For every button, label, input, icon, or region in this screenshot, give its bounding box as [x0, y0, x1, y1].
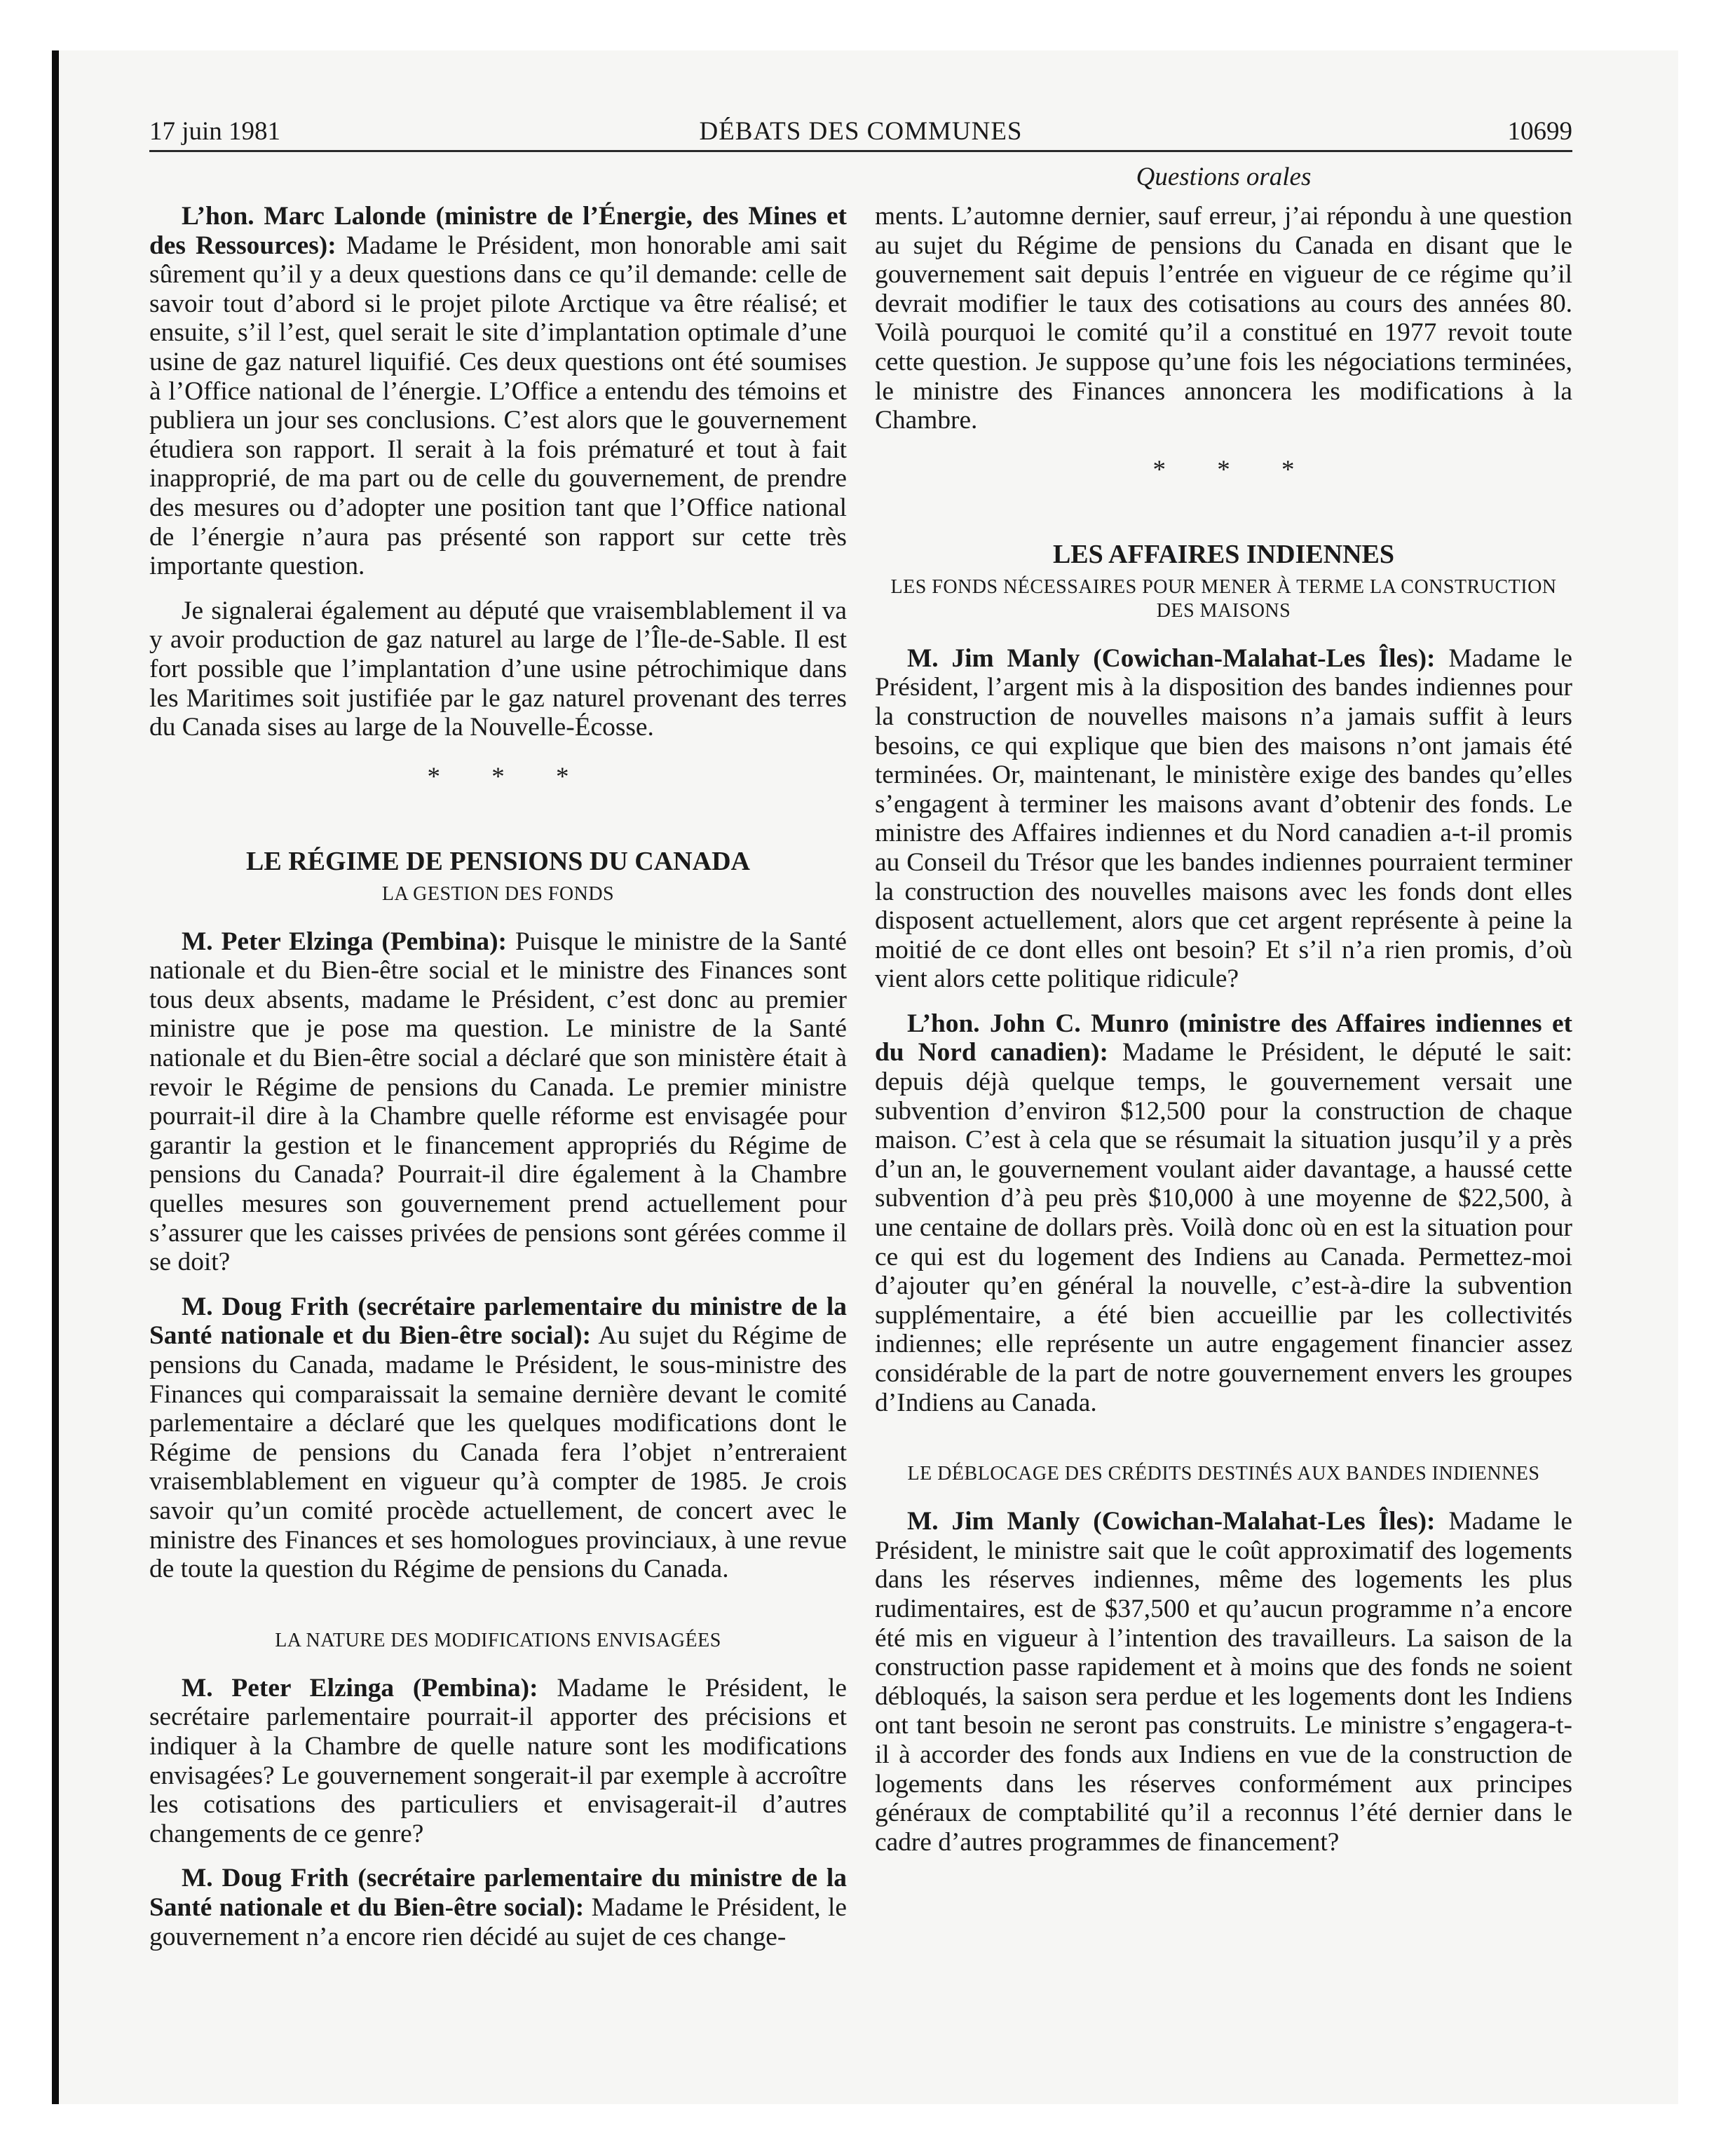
scan-margin-left	[0, 0, 52, 2156]
header-rule	[149, 150, 1572, 152]
speaker-name: M. Peter Elzinga (Pembina):	[182, 927, 507, 956]
section-subheading: LA NATURE DES MODIFICATIONS ENVISAGÉES	[275, 1629, 721, 1651]
section-subheading: LA GESTION DES FONDS	[381, 882, 615, 905]
header-page-number: 10699	[1507, 117, 1572, 146]
speaker-name: L’hon. Marc Lalonde (ministre de l’Énergie, des Mines et des Ressources):	[149, 202, 847, 260]
speech-text: Au sujet du Régime de pensions du Canada, madame le Président, le sous-ministre des Finances qui comparaissait la semaine dernière devant le comité parlementaire a déclaré que les quelques modifications dont le Régime de pensions du Canada fera l’objet n’entreraient vraisemblablement en vigueur qu’à compter de 1985. Je crois savoir qu’un comité procède actuellement, de concert avec le ministre des Finances et ses homologues provinciaux, à une revue de toute la question du Régime de pensions du Canada.	[149, 1321, 847, 1584]
left-column	[149, 202, 847, 1967]
speaker-name: M. Doug Frith (secrétaire parlementaire du ministre de la Santé nationale et du Bien-être social):	[149, 1292, 847, 1351]
speaker-name: M. Doug Frith (secrétaire parlementaire du ministre de la Santé nationale et du Bien-être social):	[149, 1864, 847, 1922]
header-date: 17 juin 1981	[149, 117, 281, 146]
header-title: DÉBATS DES COMMUNES	[699, 117, 1023, 146]
scan-margin-top	[59, 0, 1735, 50]
paragraph	[149, 927, 847, 1277]
speech-text: Madame le Président, le député le sait: depuis déjà quelque temps, le gouvernement versait une subvention d’environ $12,500 pour la construction de chaque maison. C’est à cela que se résumait la situation jusqu’il y a près d’un an, le gouvernement voulant aider davantage, a haussé cette subvention d’à peu près $10,000 à une moyenne de $22,500, à une centaine de dollars près. Voilà donc où en est la situation pour ce qui est du logement des Indiens au Canada. Permettez-moi d’ajouter qu’en général la nouvelle, c’est-à-dire la subvention supplémentaire, a été bien accueillie par les collectivités indiennes; elle représente un autre engagement financier assez considérable de la part de notre gouvernement envers les groupes d’Indiens au Canada.	[875, 1038, 1572, 1417]
section-separator: * * *	[427, 762, 592, 791]
section-subheading: LE DÉBLOCAGE DES CRÉDITS DESTINÉS AUX BANDES INDIENNES	[907, 1463, 1540, 1485]
speech-text: Madame le Président, le gouvernement n’a encore rien décidé au sujet de ces change-	[149, 1892, 847, 1951]
speaker-name: L’hon. John C. Munro (ministre des Affaires indiennes et du Nord canadien):	[875, 1009, 1572, 1067]
speech-text: Puisque le ministre de la Santé nationale et du Bien-être social et le ministre des Finances sont tous deux absents, madame le Président, c’est donc au premier ministre que je pose ma question. Le ministre de la Santé nationale et du Bien-être social a déclaré que son ministère était à revoir le Régime de pensions du Canada. Le premier ministre pourrait-il dire à la Chambre quelle réforme est envisagée pour garantir la gestion et le financement appropriés du Régime de pensions du Canada? Pourrait-il dire également à la Chambre quelles mesures son gouvernement prend actuellement pour s’assurer que les caisses privées de pensions sont gérées comme il se doit?	[149, 927, 847, 1277]
paragraph: ments. L’automne dernier, sauf erreur, j’ai répondu à une question au sujet du Régime de pensions du Canada en disant que le gouvernement sait depuis l’entrée en vigueur de ce régime qu’il devrait modifier le taux des cotisations au cours des années 80. Voilà pourquoi le comité qu’il a constitué en 1977 revoit toute cette question. Je suppose qu’une fois les négociations terminées, le ministre des Finances annoncera les modifications à la Chambre.	[875, 202, 1572, 435]
speaker-name: M. Jim Manly (Cowichan-Malahat-Les Îles):	[907, 1507, 1436, 1536]
scan-binding-shadow	[52, 50, 59, 2104]
speech-text: Madame le Président, l’argent mis à la disposition des bandes indiennes pour la construction de nouvelles maisons n’a jamais suffit à leurs besoins, ce qui explique que bien des maisons n’ont jamais été terminées. Or, maintenant, le ministère exige des bandes qu’elles s’engagent à terminer les maisons avant d’obtenir des fonds. Le ministre des Affaires indiennes et du Nord canadien a-t-il promis au Conseil du Trésor que les bandes indiennes pourraient terminer la construction des nouvelles maisons avec les fonds dont elles disposent actuellement, alors que cet argent représente à peine la moitié de ce dont elles ont besoin? Et s’il n’a rien promis, d’où vient alors cette politique ridicule?	[875, 643, 1572, 994]
page-header	[149, 114, 1572, 150]
paragraph	[875, 644, 1572, 994]
paragraph	[149, 1292, 847, 1584]
paragraph: Je signalerai également au député que vraisemblablement il va y avoir production de gaz naturel au large de l’Île-de-Sable. Il est fort possible que l’implantation d’une usine pétrochimique dans les Maritimes soit justifiée par le gaz naturel provenant des terres du Canada sises au large de la Nouvelle-Écosse.	[149, 596, 847, 742]
speaker-name: M. Peter Elzinga (Pembina):	[182, 1673, 538, 1703]
paragraph	[149, 1864, 847, 1951]
section-heading: LE RÉGIME DE PENSIONS DU CANADA	[246, 846, 750, 876]
section-tag: Questions orales	[1136, 163, 1312, 191]
paragraph	[875, 1009, 1572, 1417]
section-heading: LES AFFAIRES INDIENNES	[1052, 539, 1395, 569]
right-column	[875, 202, 1572, 1872]
speech-text: Madame le Président, mon honorable ami sait sûrement qu’il y a deux questions dans ce qu’il demande: celle de savoir tout d’abord si le projet pilote Arctique va être réalisé; et ensuite, s’il l’est, quel serait le site d’implantation optimale d’une usine de gaz naturel liquifié. Ces deux questions ont été soumises à l’Office national de l’énergie. L’Office a entendu des témoins et publiera un jour ses conclusions. C’est alors que le gouvernement étudiera son rapport. Il serait à la fois prématuré et tout à fait inapproprié, de ma part ou de celle du gouvernement, de prendre des mesures ou d’adopter une position tant que l’Office national de l’énergie n’aura pas présenté son rapport sur cette très importante question.	[149, 231, 847, 581]
speech-text: Madame le Président, le secrétaire parlementaire pourrait-il apporter des précisions et indiquer à la Chambre de quelle nature sont les modifications envisagées? Le gouvernement songerait-il par exemple à accroître les cotisations des particuliers et envisagerait-il d’autres changements de ce genre?	[149, 1673, 847, 1848]
paragraph	[875, 1507, 1572, 1857]
speaker-name: M. Jim Manly (Cowichan-Malahat-Les Îles):	[907, 643, 1436, 673]
paragraph	[149, 1674, 847, 1849]
speech-text: Madame le Président, le ministre sait que le coût approximatif des logements dans les réserves indiennes, même des logements les plus rudimentaires, est de $37,500 et qu’aucun programme n’a encore été mis en vigueur à l’intention des travailleurs. La saison de la construction passe rapidement et à moins que des fonds ne soient débloqués, la saison sera perdue et les logements dont les Indiens ont tant besoin ne seront pas construits. Le ministre s’engagera-t-il à accorder des fonds aux Indiens en vue de la construction de logements dans les réserves conformément aux principes généraux de comptabilité qu’il a reconnus l’été dernier dans le cadre d’autres programmes de financement?	[875, 1507, 1572, 1857]
paragraph	[149, 202, 847, 581]
section-subheading: LES FONDS NÉCESSAIRES POUR MENER À TERME LA CONSTRUCTION DES MAISONS	[890, 575, 1557, 622]
section-separator: * * *	[1152, 455, 1317, 484]
